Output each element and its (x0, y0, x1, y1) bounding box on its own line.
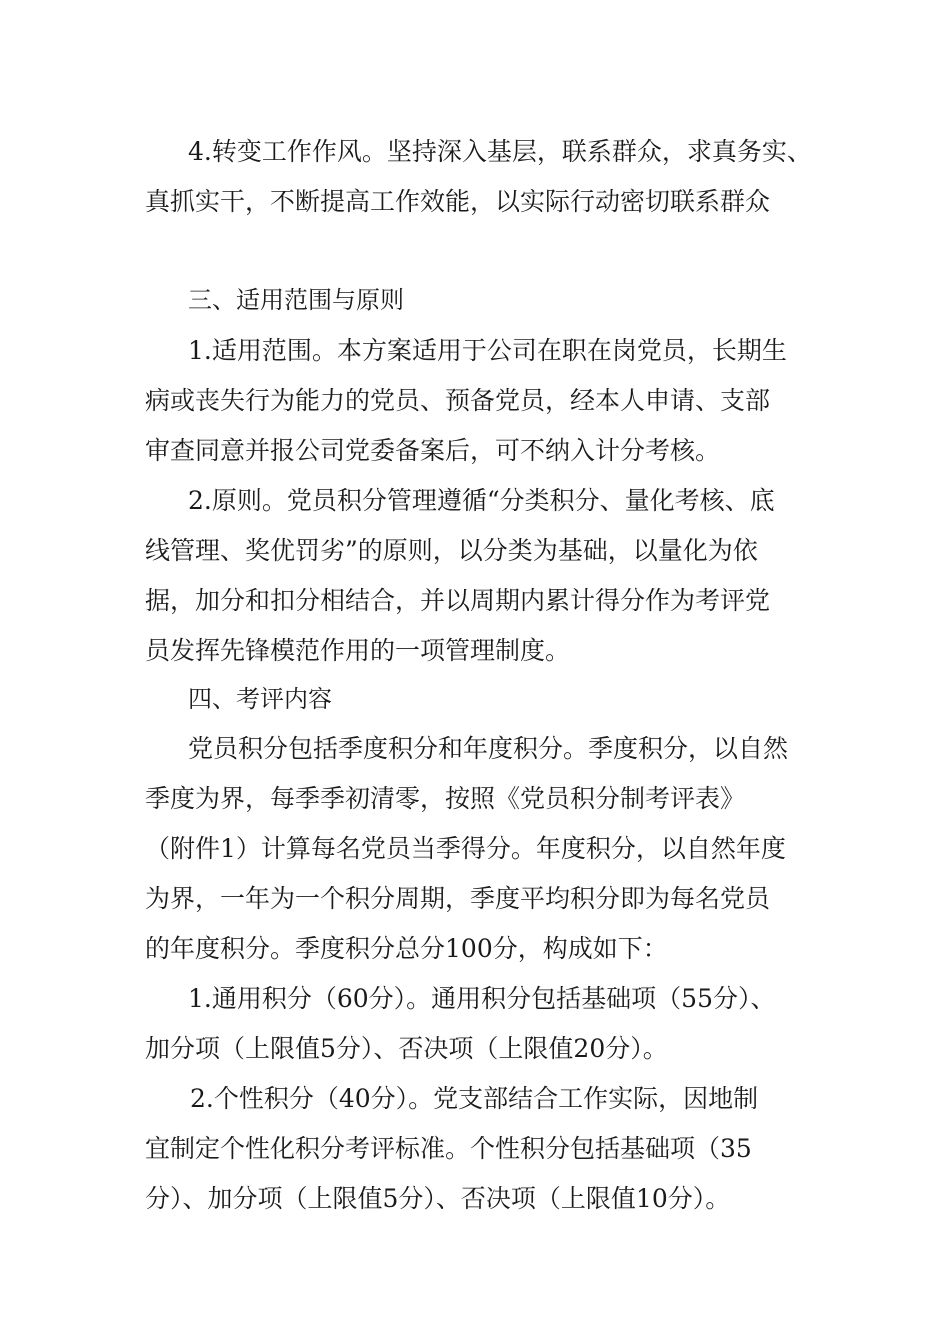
principle-line-2: 线管理、奖优罚劣”的原则，以分类为基础，以量化为依 (145, 536, 758, 565)
evaluation-intro-line-5: 的年度积分。季度积分总分100分，构成如下： (145, 934, 668, 963)
section-four-heading: 四、考评内容 (188, 685, 332, 713)
section-three-heading: 三、适用范围与原则 (188, 286, 404, 314)
evaluation-intro-line-3: （附件1）计算每名党员当季得分。年度积分，以自然年度 (145, 834, 786, 863)
evaluation-intro-line-1: 党员积分包括季度积分和年度积分。季度积分，以自然 (188, 734, 789, 763)
scope-line-2: 病或丧失行为能力的党员、预备党员，经本人申请、支部 (145, 386, 771, 415)
work-style-line-1: 4.转变工作作风。坚持深入基层，联系群众，求真务实、 (188, 137, 812, 166)
principle-line-4: 员发挥先锋模范作用的一项管理制度。 (145, 636, 571, 665)
individual-points-line-3: 分）、加分项（上限值5分）、否决项（上限值10分）。 (145, 1184, 731, 1213)
scope-line-3: 审查同意并报公司党委备案后，可不纳入计分考核。 (145, 436, 721, 465)
general-points-line-2: 加分项（上限值5分）、否决项（上限值20分）。 (145, 1034, 668, 1063)
work-style-line-2: 真抓实干，不断提高工作效能，以实际行动密切联系群众 (145, 187, 771, 216)
principle-line-1: 2.原则。党员积分管理遵循“分类积分、量化考核、底 (188, 486, 775, 515)
principle-line-3: 据，加分和扣分相结合，并以周期内累计得分作为考评党 (145, 586, 771, 615)
evaluation-intro-line-2: 季度为界，每季季初清零，按照《党员积分制考评表》 (145, 784, 746, 813)
evaluation-intro-line-4: 为界，一年为一个积分周期，季度平均积分即为每名党员 (145, 884, 771, 913)
individual-points-line-2: 宜制定个性化积分考评标准。个性积分包括基础项（35 (145, 1134, 752, 1163)
individual-points-line-1: 2.个性积分（40分）。党支部结合工作实际，因地制 (190, 1084, 759, 1113)
scope-line-1: 1.适用范围。本方案适用于公司在职在岗党员，长期生 (188, 336, 787, 365)
general-points-line-1: 1.通用积分（60分）。通用积分包括基础项（55分）、 (188, 984, 776, 1013)
